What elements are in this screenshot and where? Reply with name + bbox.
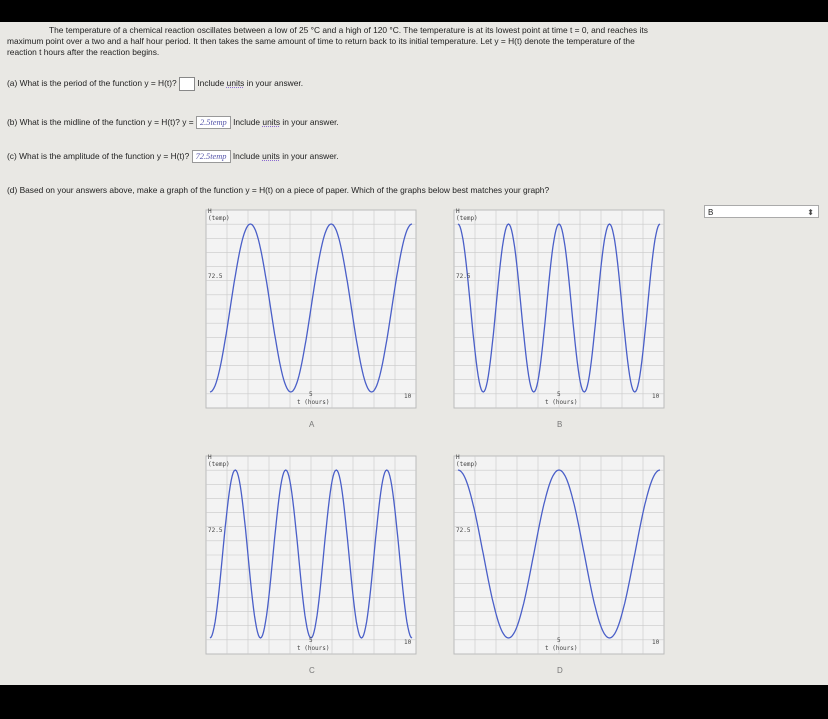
y-axis-title: H <box>208 208 212 215</box>
x-end-tick-label: 10 <box>404 639 412 646</box>
graph-choice-value: B <box>708 208 714 217</box>
graph-option-d <box>444 446 672 675</box>
problem-line-3: reaction t hours after the reaction begins. <box>7 47 160 57</box>
y-axis-title: H <box>208 454 212 461</box>
part-d-question: (d) Based on your answers above, make a graph of the function y = H(t) on a piece of paper. Which of the graphs below best matches your graph? <box>7 185 550 195</box>
y-tick-label: 72.5 <box>208 273 223 280</box>
x-axis-title: t (hours) <box>297 645 330 652</box>
graph-letter-label: D <box>557 666 563 675</box>
x-axis-title: t (hours) <box>545 399 578 406</box>
x-end-tick-label: 10 <box>652 639 660 646</box>
graph-letter-label: B <box>557 420 563 429</box>
part-b <box>7 116 339 129</box>
x-end-tick-label: 10 <box>652 393 660 400</box>
y-axis-unit: (temp) <box>456 461 478 468</box>
units-link[interactable]: units <box>226 78 245 89</box>
part-c-answer-input[interactable]: 72.5temp <box>192 150 231 163</box>
units-link[interactable]: units <box>262 117 281 127</box>
y-axis-unit: (temp) <box>208 461 230 468</box>
graph-letter-label: C <box>309 666 315 675</box>
part-c <box>7 150 339 163</box>
x-tick-label: 5 <box>309 637 313 644</box>
y-axis-unit: (temp) <box>456 215 478 222</box>
graph-option-c <box>196 446 424 675</box>
graph-option-a <box>196 200 424 429</box>
x-tick-label: 5 <box>557 637 561 644</box>
part-b-hint: Include units in your answer. <box>233 117 339 127</box>
problem-line-1: The temperature of a chemical reaction oscillates between a low of 25 °C and a high of 120 °C. The temperature is at its lowest point at time t = 0, and reaches its <box>49 25 648 35</box>
x-axis-title: t (hours) <box>545 645 578 652</box>
part-b-question: (b) What is the midline of the function y = H(t)? y = <box>7 117 194 127</box>
part-c-question: (c) What is the amplitude of the function y = H(t)? <box>7 151 190 161</box>
graph-plot <box>196 446 424 662</box>
x-tick-label: 5 <box>557 391 561 398</box>
select-arrows-icon: ⬍ <box>807 208 814 217</box>
part-a-hint: Include units in your answer. <box>197 78 304 89</box>
part-a-question: (a) What is the period of the function y = H(t)? <box>7 78 177 89</box>
part-a-answer-input[interactable] <box>179 77 195 91</box>
y-tick-label: 72.5 <box>456 527 471 534</box>
graph-plot <box>444 446 672 662</box>
x-axis-title: t (hours) <box>297 399 330 406</box>
part-c-hint: Include units in your answer. <box>232 151 339 161</box>
y-axis-title: H <box>456 208 460 215</box>
x-end-tick-label: 10 <box>404 393 412 400</box>
part-b-answer-input[interactable]: 2.5temp <box>196 116 231 129</box>
question-sheet <box>0 22 828 685</box>
part-a <box>7 77 303 91</box>
graph-letter-label: A <box>309 420 315 429</box>
y-axis-unit: (temp) <box>208 215 230 222</box>
x-tick-label: 5 <box>309 391 313 398</box>
graph-plot <box>196 200 424 416</box>
y-axis-title: H <box>456 454 460 461</box>
y-tick-label: 72.5 <box>208 527 223 534</box>
problem-line-2: maximum point over a two and a half hour period. It then takes the same amount of time to return back to its initial temperature. Let y = H(t) denote the temperature of the <box>7 36 635 46</box>
units-link[interactable]: units <box>262 151 280 161</box>
graph-option-b <box>444 200 672 429</box>
graph-choice-select[interactable] <box>704 205 819 218</box>
y-tick-label: 72.5 <box>456 273 471 280</box>
graph-plot <box>444 200 672 416</box>
